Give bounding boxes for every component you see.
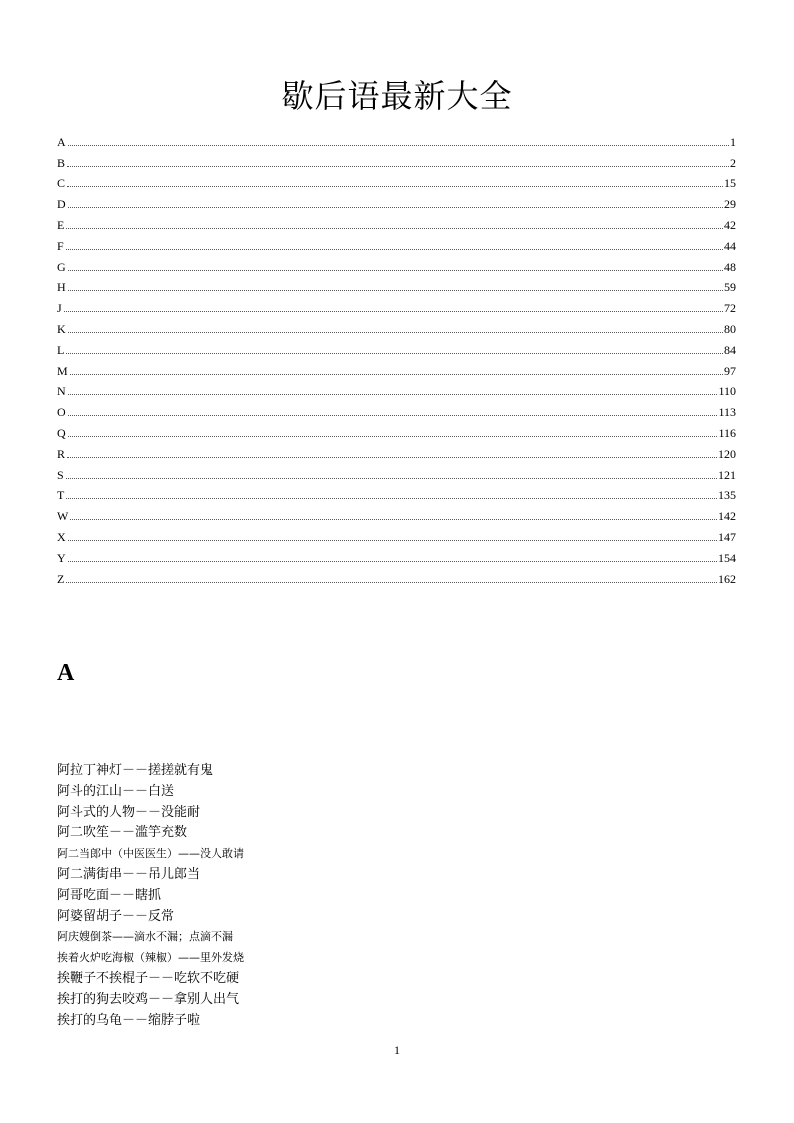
toc-letter: J bbox=[57, 301, 62, 316]
toc-page-number: 15 bbox=[724, 176, 736, 191]
toc-page-number: 84 bbox=[724, 342, 736, 357]
toc-letter: M bbox=[57, 363, 68, 378]
toc-page-number: 142 bbox=[718, 509, 736, 524]
toc-page-number: 162 bbox=[718, 571, 736, 586]
toc-letter: K bbox=[57, 321, 66, 336]
toc-page-number: 147 bbox=[718, 529, 736, 544]
toc-letter: X bbox=[57, 529, 66, 544]
toc-row[interactable] bbox=[57, 253, 736, 274]
toc-row[interactable] bbox=[57, 482, 736, 503]
toc-dot-leader bbox=[70, 518, 717, 520]
toc-row[interactable] bbox=[57, 565, 736, 586]
toc-row[interactable] bbox=[57, 211, 736, 232]
toc-letter: W bbox=[57, 509, 69, 524]
document-title: 歇后语最新大全 bbox=[281, 77, 513, 115]
toc-row[interactable] bbox=[57, 523, 736, 544]
toc-dot-leader bbox=[68, 289, 723, 291]
entry-line: 挨鞭子不挨棍子－－吃软不吃硬 bbox=[57, 970, 240, 986]
toc-dot-leader bbox=[66, 227, 723, 229]
toc-letter: E bbox=[57, 217, 65, 232]
toc-page-number: 113 bbox=[718, 405, 736, 420]
toc-row[interactable] bbox=[57, 232, 736, 253]
toc-row[interactable] bbox=[57, 149, 736, 170]
toc-row[interactable] bbox=[57, 378, 736, 399]
toc-letter: L bbox=[57, 342, 65, 357]
toc-page-number: 135 bbox=[718, 488, 736, 503]
entry-line: 挨着火炉吃海椒（辣椒）——里外发烧 bbox=[57, 951, 244, 965]
toc-dot-leader bbox=[68, 539, 717, 541]
toc-dot-leader bbox=[68, 206, 723, 208]
toc-dot-leader bbox=[67, 165, 729, 167]
toc-dot-leader bbox=[66, 581, 717, 583]
toc-row[interactable] bbox=[57, 398, 736, 419]
toc-dot-leader bbox=[68, 269, 723, 271]
toc-page-number: 116 bbox=[718, 425, 736, 440]
page-number: 1 bbox=[394, 1043, 400, 1057]
toc-row[interactable] bbox=[57, 440, 736, 461]
toc-letter: Z bbox=[57, 571, 65, 586]
toc-dot-leader bbox=[66, 477, 717, 479]
toc-letter: D bbox=[57, 197, 66, 212]
toc-page-number: 97 bbox=[724, 363, 736, 378]
toc-dot-leader bbox=[68, 560, 717, 562]
section-heading: A bbox=[57, 660, 75, 686]
toc-row[interactable] bbox=[57, 128, 736, 149]
toc-page-number: 110 bbox=[718, 384, 736, 399]
entry-line: 阿二吹笙－－滥竽充数 bbox=[57, 825, 188, 841]
toc-page-number: 154 bbox=[718, 550, 736, 565]
toc-letter: A bbox=[57, 134, 66, 149]
entry-line: 阿庆嫂倒茶——滴水不漏；点滴不漏 bbox=[57, 930, 233, 944]
entry-line: 阿斗式的人物－－没能耐 bbox=[57, 804, 201, 820]
toc-letter: S bbox=[57, 467, 64, 482]
entry-line: 挨打的乌龟－－缩脖子啦 bbox=[57, 1012, 201, 1028]
entry-line: 阿哥吃面－－瞎抓 bbox=[57, 887, 162, 903]
toc-page-number: 72 bbox=[724, 301, 736, 316]
toc-letter: R bbox=[57, 446, 66, 461]
toc-page-number: 59 bbox=[724, 280, 736, 295]
entry-line: 阿婆留胡子－－反常 bbox=[57, 908, 175, 924]
table-of-contents bbox=[57, 128, 736, 586]
toc-letter: G bbox=[57, 259, 66, 274]
toc-page-number: 29 bbox=[724, 197, 736, 212]
toc-page-number: 80 bbox=[724, 321, 736, 336]
toc-dot-leader bbox=[67, 185, 723, 187]
toc-row[interactable] bbox=[57, 294, 736, 315]
toc-dot-leader bbox=[68, 435, 718, 437]
toc-dot-leader bbox=[70, 373, 723, 375]
toc-letter: Y bbox=[57, 550, 66, 565]
toc-letter: O bbox=[57, 405, 66, 420]
toc-row[interactable] bbox=[57, 502, 736, 523]
toc-dot-leader bbox=[68, 414, 718, 416]
toc-page-number: 48 bbox=[724, 259, 736, 274]
toc-letter: B bbox=[57, 155, 66, 170]
entry-line: 挨打的狗去咬鸡－－拿别人出气 bbox=[57, 991, 240, 1007]
toc-page-number: 42 bbox=[724, 217, 736, 232]
entry-list bbox=[57, 761, 737, 1031]
toc-dot-leader bbox=[66, 497, 717, 499]
toc-letter: N bbox=[57, 384, 66, 399]
toc-letter: Q bbox=[57, 425, 66, 440]
toc-row[interactable] bbox=[57, 419, 736, 440]
toc-dot-leader bbox=[68, 331, 723, 333]
toc-letter: C bbox=[57, 176, 66, 191]
toc-page-number: 120 bbox=[718, 446, 736, 461]
toc-page-number: 2 bbox=[730, 155, 736, 170]
toc-row[interactable] bbox=[57, 461, 736, 482]
entry-line: 阿拉丁神灯－－搓搓就有鬼 bbox=[57, 763, 214, 778]
toc-dot-leader bbox=[64, 310, 723, 312]
toc-dot-leader bbox=[68, 393, 718, 395]
toc-row[interactable] bbox=[57, 544, 736, 565]
toc-row[interactable] bbox=[57, 170, 736, 191]
entry-line: 阿斗的江山－－白送 bbox=[57, 783, 175, 799]
toc-page-number: 44 bbox=[724, 238, 736, 253]
toc-page-number: 121 bbox=[718, 467, 736, 482]
toc-row[interactable] bbox=[57, 336, 736, 357]
toc-dot-leader bbox=[67, 456, 717, 458]
toc-dot-leader bbox=[68, 144, 729, 146]
toc-dot-leader bbox=[66, 248, 723, 250]
toc-dot-leader bbox=[66, 352, 723, 354]
toc-letter: T bbox=[57, 488, 65, 503]
toc-letter: F bbox=[57, 238, 64, 253]
toc-letter: H bbox=[57, 280, 66, 295]
toc-row[interactable] bbox=[57, 190, 736, 211]
toc-row[interactable] bbox=[57, 315, 736, 336]
toc-row[interactable] bbox=[57, 357, 736, 378]
toc-row[interactable] bbox=[57, 274, 736, 295]
entry-line: 阿二满街串－－吊儿郎当 bbox=[57, 866, 201, 882]
toc-page-number: 1 bbox=[730, 134, 736, 149]
entry-line: 阿二当郎中（中医医生）——没人敢请 bbox=[57, 847, 244, 861]
